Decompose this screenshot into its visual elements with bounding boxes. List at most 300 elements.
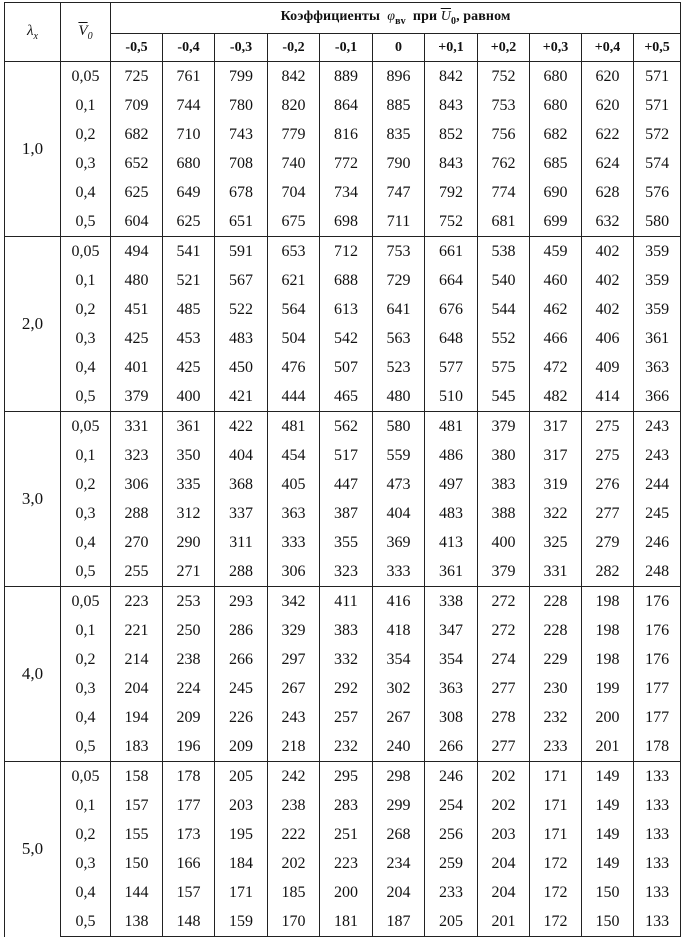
coefficient-cell: 278 <box>478 703 530 732</box>
coefficient-cell: 388 <box>478 499 530 528</box>
coefficient-table <box>4 2 681 937</box>
coefficient-cell: 199 <box>582 674 634 703</box>
coefficient-cell: 158 <box>111 762 163 792</box>
coefficient-cell: 571 <box>634 91 681 120</box>
table-row <box>5 616 681 645</box>
u-subscript: 0 <box>450 15 457 27</box>
column-header-u0: +0,5 <box>634 34 681 62</box>
table-row <box>5 703 681 732</box>
coefficient-cell: 544 <box>478 295 530 324</box>
coefficient-cell: 571 <box>634 62 681 92</box>
coefficient-cell: 414 <box>582 382 634 412</box>
coefficient-cell: 363 <box>634 353 681 382</box>
table-row <box>5 324 681 353</box>
coefficient-cell: 704 <box>268 178 320 207</box>
table-row <box>5 207 681 237</box>
coefficient-cell: 138 <box>111 907 163 937</box>
coefficient-cell: 363 <box>425 674 478 703</box>
table-row <box>5 178 681 207</box>
coefficient-cell: 465 <box>320 382 373 412</box>
coefficient-cell: 729 <box>373 266 425 295</box>
coefficient-cell: 383 <box>478 470 530 499</box>
coefficient-cell: 699 <box>530 207 582 237</box>
coefficient-cell: 347 <box>425 616 478 645</box>
v0-value: 0,3 <box>61 499 111 528</box>
coefficient-cell: 481 <box>268 412 320 442</box>
coefficient-cell: 564 <box>268 295 320 324</box>
coefficient-cell: 149 <box>582 791 634 820</box>
coefficient-cell: 575 <box>478 353 530 382</box>
coefficient-cell: 632 <box>582 207 634 237</box>
coefficient-cell: 497 <box>425 470 478 499</box>
table-row <box>5 120 681 149</box>
coefficient-cell: 322 <box>530 499 582 528</box>
coefficient-cell: 774 <box>478 178 530 207</box>
v0-value: 0,2 <box>61 295 111 324</box>
coefficient-cell: 150 <box>111 849 163 878</box>
coefficient-cell: 522 <box>215 295 268 324</box>
coefficient-cell: 756 <box>478 120 530 149</box>
coefficient-cell: 331 <box>530 557 582 587</box>
table-row <box>5 353 681 382</box>
coefficient-cell: 306 <box>268 557 320 587</box>
coefficient-cell: 425 <box>111 324 163 353</box>
coefficient-cell: 369 <box>373 528 425 557</box>
coefficient-cell: 889 <box>320 62 373 92</box>
coefficient-cell: 712 <box>320 237 373 267</box>
coefficient-cell: 204 <box>111 674 163 703</box>
coefficient-cell: 133 <box>634 762 681 792</box>
coefficient-cell: 664 <box>425 266 478 295</box>
coefficient-cell: 332 <box>320 645 373 674</box>
coefficient-cell: 298 <box>373 762 425 792</box>
coefficient-cell: 363 <box>268 499 320 528</box>
coefficient-cell: 257 <box>320 703 373 732</box>
coefficient-cell: 251 <box>320 820 373 849</box>
coefficient-cell: 245 <box>215 674 268 703</box>
coefficient-cell: 744 <box>163 91 215 120</box>
coefficient-cell: 368 <box>215 470 268 499</box>
coefficient-cell: 711 <box>373 207 425 237</box>
table-body <box>5 62 681 937</box>
coefficient-cell: 150 <box>582 878 634 907</box>
coefficient-cell: 709 <box>111 91 163 120</box>
lambda-header <box>5 3 61 62</box>
coefficient-cell: 885 <box>373 91 425 120</box>
coefficient-cell: 333 <box>373 557 425 587</box>
column-header-u0: -0,4 <box>163 34 215 62</box>
coefficient-cell: 312 <box>163 499 215 528</box>
coefficient-cell: 361 <box>634 324 681 353</box>
coefficient-cell: 387 <box>320 499 373 528</box>
lambda-subscript: x <box>33 30 38 42</box>
coefficient-cell: 761 <box>163 62 215 92</box>
table-row <box>5 674 681 703</box>
column-header-u0: -0,5 <box>111 34 163 62</box>
coefficient-cell: 149 <box>582 762 634 792</box>
coefficient-cell: 621 <box>268 266 320 295</box>
v0-value: 0,3 <box>61 149 111 178</box>
coefficient-cell: 232 <box>320 732 373 762</box>
coefficient-cell: 268 <box>373 820 425 849</box>
coefficient-cell: 402 <box>582 237 634 267</box>
v0-value: 0,05 <box>61 62 111 92</box>
coefficient-cell: 286 <box>215 616 268 645</box>
table-row <box>5 732 681 762</box>
coefficient-cell: 752 <box>478 62 530 92</box>
coefficients-suffix: , равном <box>456 9 511 25</box>
coefficient-cell: 290 <box>163 528 215 557</box>
coefficient-cell: 481 <box>425 412 478 442</box>
coefficient-cell: 170 <box>268 907 320 937</box>
coefficient-cell: 266 <box>215 645 268 674</box>
coefficient-cell: 172 <box>530 907 582 937</box>
coefficient-cell: 171 <box>530 791 582 820</box>
coefficient-cell: 688 <box>320 266 373 295</box>
coefficient-cell: 620 <box>582 91 634 120</box>
coefficient-cell: 233 <box>425 878 478 907</box>
coefficient-cell: 272 <box>478 616 530 645</box>
coefficient-cell: 567 <box>215 266 268 295</box>
coefficient-cell: 133 <box>634 791 681 820</box>
coefficient-cell: 620 <box>582 62 634 92</box>
coefficient-cell: 299 <box>373 791 425 820</box>
coefficient-cell: 404 <box>215 441 268 470</box>
coefficient-cell: 476 <box>268 353 320 382</box>
coefficient-cell: 740 <box>268 149 320 178</box>
coefficient-cell: 288 <box>111 499 163 528</box>
coefficients-prefix: Коэффициенты <box>280 9 381 25</box>
coefficient-cell: 177 <box>163 791 215 820</box>
coefficient-cell: 155 <box>111 820 163 849</box>
phi-symbol: φ <box>387 9 396 25</box>
v0-value: 0,5 <box>61 207 111 237</box>
coefficient-cell: 483 <box>215 324 268 353</box>
coefficient-cell: 200 <box>320 878 373 907</box>
coefficient-cell: 335 <box>163 470 215 499</box>
coefficient-cell: 682 <box>530 120 582 149</box>
coefficient-cell: 255 <box>111 557 163 587</box>
coefficient-cell: 545 <box>478 382 530 412</box>
coefficient-cell: 171 <box>215 878 268 907</box>
coefficient-cell: 317 <box>530 412 582 442</box>
coefficient-cell: 625 <box>111 178 163 207</box>
coefficient-cell: 480 <box>373 382 425 412</box>
v0-value: 0,3 <box>61 849 111 878</box>
coefficient-cell: 331 <box>111 412 163 442</box>
table-row <box>5 266 681 295</box>
coefficient-cell: 574 <box>634 149 681 178</box>
phi-subscript: вv <box>395 15 406 27</box>
coefficient-cell: 422 <box>215 412 268 442</box>
coefficient-cell: 523 <box>373 353 425 382</box>
coefficient-cell: 148 <box>163 907 215 937</box>
coefficient-cell: 204 <box>478 878 530 907</box>
coefficient-cell: 708 <box>215 149 268 178</box>
coefficient-cell: 270 <box>111 528 163 557</box>
table-row <box>5 237 681 267</box>
coefficient-cell: 466 <box>530 324 582 353</box>
coefficient-cell: 202 <box>478 762 530 792</box>
coefficient-cell: 444 <box>268 382 320 412</box>
table-row <box>5 791 681 820</box>
coefficient-cell: 333 <box>268 528 320 557</box>
table-row <box>5 820 681 849</box>
v0-value: 0,5 <box>61 907 111 937</box>
coefficient-cell: 201 <box>478 907 530 937</box>
coefficient-cell: 580 <box>373 412 425 442</box>
coefficient-cell: 402 <box>582 266 634 295</box>
coefficient-cell: 366 <box>634 382 681 412</box>
coefficient-cell: 485 <box>163 295 215 324</box>
lambda-value: 1,0 <box>5 62 61 237</box>
coefficient-cell: 342 <box>268 587 320 617</box>
coefficient-cell: 404 <box>373 499 425 528</box>
coefficient-cell: 133 <box>634 907 681 937</box>
coefficient-cell: 552 <box>478 324 530 353</box>
coefficient-cell: 246 <box>634 528 681 557</box>
coefficient-cell: 271 <box>163 557 215 587</box>
coefficient-cell: 625 <box>163 207 215 237</box>
v0-value: 0,5 <box>61 557 111 587</box>
coefficient-cell: 149 <box>582 849 634 878</box>
coefficient-cell: 852 <box>425 120 478 149</box>
coefficient-cell: 243 <box>634 412 681 442</box>
coefficient-cell: 172 <box>530 878 582 907</box>
coefficient-cell: 604 <box>111 207 163 237</box>
table-row <box>5 587 681 617</box>
table-row <box>5 907 681 937</box>
coefficient-cell: 649 <box>163 178 215 207</box>
coefficient-cell: 354 <box>425 645 478 674</box>
table-row <box>5 382 681 412</box>
v0-value: 0,4 <box>61 528 111 557</box>
coefficient-cell: 144 <box>111 878 163 907</box>
coefficient-cell: 176 <box>634 587 681 617</box>
coefficient-cell: 753 <box>373 237 425 267</box>
coefficient-cell: 198 <box>582 587 634 617</box>
column-header-u0: +0,4 <box>582 34 634 62</box>
coefficient-cell: 517 <box>320 441 373 470</box>
coefficient-cell: 243 <box>268 703 320 732</box>
coefficient-cell: 780 <box>215 91 268 120</box>
coefficient-cell: 504 <box>268 324 320 353</box>
coefficients-middle: при <box>412 9 438 25</box>
coefficient-cell: 194 <box>111 703 163 732</box>
coefficient-cell: 462 <box>530 295 582 324</box>
coefficient-cell: 325 <box>530 528 582 557</box>
coefficient-cell: 591 <box>215 237 268 267</box>
coefficient-cell: 209 <box>163 703 215 732</box>
coefficient-cell: 293 <box>215 587 268 617</box>
coefficient-cell: 233 <box>530 732 582 762</box>
coefficient-cell: 494 <box>111 237 163 267</box>
table-row <box>5 149 681 178</box>
column-header-u0: -0,3 <box>215 34 268 62</box>
coefficient-cell: 451 <box>111 295 163 324</box>
coefficient-cell: 577 <box>425 353 478 382</box>
table-row <box>5 470 681 499</box>
coefficient-cell: 459 <box>530 237 582 267</box>
coefficient-cell: 680 <box>530 91 582 120</box>
table-row <box>5 91 681 120</box>
coefficient-cell: 675 <box>268 207 320 237</box>
v0-value: 0,3 <box>61 324 111 353</box>
v0-value: 0,05 <box>61 587 111 617</box>
coefficient-cell: 710 <box>163 120 215 149</box>
coefficient-cell: 308 <box>425 703 478 732</box>
coefficient-cell: 171 <box>530 820 582 849</box>
coefficient-cell: 690 <box>530 178 582 207</box>
coefficient-cell: 725 <box>111 62 163 92</box>
coefficient-cell: 201 <box>582 732 634 762</box>
coefficient-cell: 460 <box>530 266 582 295</box>
coefficient-cell: 226 <box>215 703 268 732</box>
coefficient-cell: 835 <box>373 120 425 149</box>
coefficient-cell: 628 <box>582 178 634 207</box>
coefficient-cell: 195 <box>215 820 268 849</box>
coefficient-cell: 244 <box>634 470 681 499</box>
coefficient-cell: 178 <box>634 732 681 762</box>
coefficient-cell: 406 <box>582 324 634 353</box>
v0-header <box>61 3 111 62</box>
coefficient-cell: 541 <box>163 237 215 267</box>
coefficient-cell: 176 <box>634 616 681 645</box>
coefficient-cell: 762 <box>478 149 530 178</box>
coefficient-cell: 743 <box>215 120 268 149</box>
coefficient-cell: 613 <box>320 295 373 324</box>
coefficient-cell: 842 <box>425 62 478 92</box>
coefficient-cell: 209 <box>215 732 268 762</box>
coefficient-cell: 133 <box>634 820 681 849</box>
coefficient-cell: 256 <box>425 820 478 849</box>
coefficient-cell: 282 <box>582 557 634 587</box>
coefficient-cell: 379 <box>111 382 163 412</box>
coefficient-cell: 223 <box>111 587 163 617</box>
v0-value: 0,3 <box>61 674 111 703</box>
coefficient-cell: 454 <box>268 441 320 470</box>
coefficient-cell: 292 <box>320 674 373 703</box>
coefficient-cell: 580 <box>634 207 681 237</box>
coefficient-cell: 753 <box>478 91 530 120</box>
table-row <box>5 62 681 92</box>
table-row <box>5 499 681 528</box>
coefficient-cell: 253 <box>163 587 215 617</box>
v0-value: 0,4 <box>61 353 111 382</box>
coefficient-cell: 361 <box>163 412 215 442</box>
coefficient-cell: 203 <box>478 820 530 849</box>
coefficient-cell: 680 <box>530 62 582 92</box>
lambda-value: 2,0 <box>5 237 61 412</box>
coefficient-cell: 480 <box>111 266 163 295</box>
coefficient-cell: 379 <box>478 412 530 442</box>
coefficient-cell: 792 <box>425 178 478 207</box>
coefficient-cell: 405 <box>268 470 320 499</box>
coefficient-cell: 254 <box>425 791 478 820</box>
coefficient-cell: 183 <box>111 732 163 762</box>
coefficient-cell: 842 <box>268 62 320 92</box>
coefficient-cell: 473 <box>373 470 425 499</box>
coefficient-cell: 204 <box>478 849 530 878</box>
coefficient-cell: 538 <box>478 237 530 267</box>
coefficient-cell: 205 <box>215 762 268 792</box>
lambda-value: 3,0 <box>5 412 61 587</box>
coefficient-cell: 843 <box>425 91 478 120</box>
coefficient-cell: 157 <box>163 878 215 907</box>
table-row <box>5 849 681 878</box>
coefficient-cell: 413 <box>425 528 478 557</box>
coefficient-cell: 198 <box>582 616 634 645</box>
coefficient-cell: 238 <box>268 791 320 820</box>
coefficient-cell: 864 <box>320 91 373 120</box>
table-row <box>5 441 681 470</box>
v0-value: 0,05 <box>61 412 111 442</box>
v-subscript: 0 <box>87 30 93 42</box>
v0-value: 0,2 <box>61 470 111 499</box>
coefficient-cell: 203 <box>215 791 268 820</box>
coefficient-cell: 651 <box>215 207 268 237</box>
coefficient-cell: 196 <box>163 732 215 762</box>
coefficient-cell: 238 <box>163 645 215 674</box>
coefficient-cell: 483 <box>425 499 478 528</box>
coefficient-cell: 150 <box>582 907 634 937</box>
coefficient-cell: 416 <box>373 587 425 617</box>
coefficient-cell: 171 <box>530 762 582 792</box>
coefficient-cell: 266 <box>425 732 478 762</box>
coefficient-cell: 198 <box>582 645 634 674</box>
coefficient-cell: 277 <box>478 732 530 762</box>
coefficient-cell: 222 <box>268 820 320 849</box>
coefficient-cell: 421 <box>215 382 268 412</box>
v0-value: 0,5 <box>61 732 111 762</box>
coefficient-cell: 172 <box>530 849 582 878</box>
coefficient-cell: 559 <box>373 441 425 470</box>
column-header-u0: +0,3 <box>530 34 582 62</box>
coefficient-cell: 302 <box>373 674 425 703</box>
coefficient-cell: 486 <box>425 441 478 470</box>
coefficient-cell: 400 <box>163 382 215 412</box>
coefficient-cell: 133 <box>634 849 681 878</box>
coefficient-cell: 187 <box>373 907 425 937</box>
coefficient-cell: 272 <box>478 587 530 617</box>
column-header-u0: +0,1 <box>425 34 478 62</box>
coefficient-cell: 380 <box>478 441 530 470</box>
coefficient-cell: 402 <box>582 295 634 324</box>
v0-value: 0,2 <box>61 820 111 849</box>
coefficient-cell: 355 <box>320 528 373 557</box>
coefficient-cell: 540 <box>478 266 530 295</box>
coefficient-cell: 185 <box>268 878 320 907</box>
coefficient-cell: 275 <box>582 412 634 442</box>
coefficient-cell: 409 <box>582 353 634 382</box>
coefficient-cell: 359 <box>634 295 681 324</box>
coefficient-cell: 652 <box>111 149 163 178</box>
coefficient-cell: 248 <box>634 557 681 587</box>
coefficient-cell: 176 <box>634 645 681 674</box>
table-row <box>5 645 681 674</box>
coefficient-cell: 542 <box>320 324 373 353</box>
coefficient-cell: 337 <box>215 499 268 528</box>
coefficient-cell: 149 <box>582 820 634 849</box>
coefficient-cell: 245 <box>634 499 681 528</box>
table-row <box>5 295 681 324</box>
coefficient-cell: 447 <box>320 470 373 499</box>
coefficient-cell: 772 <box>320 149 373 178</box>
coefficient-cell: 232 <box>530 703 582 732</box>
lambda-value: 4,0 <box>5 587 61 762</box>
coefficient-cell: 401 <box>111 353 163 382</box>
coefficient-cell: 277 <box>478 674 530 703</box>
